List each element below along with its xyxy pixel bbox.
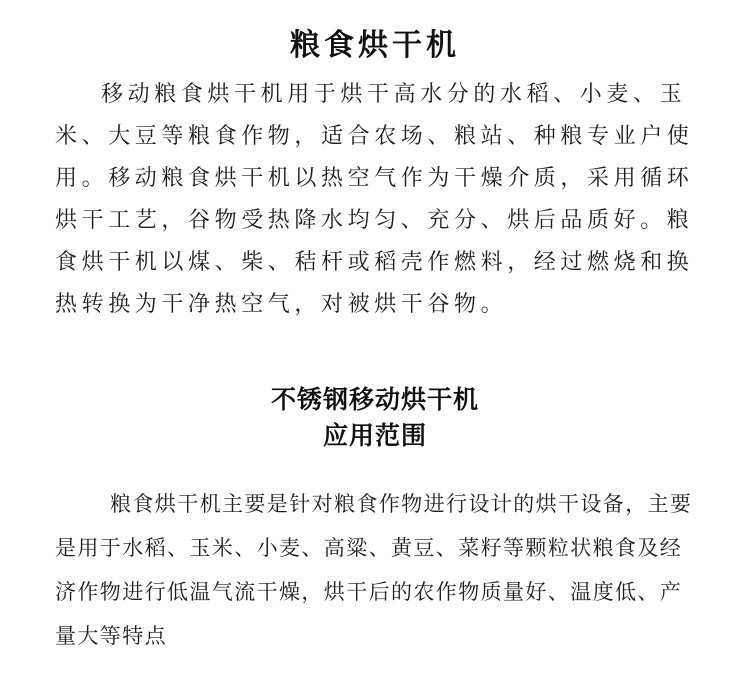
section-title-line1: 不锈钢移动烘干机: [270, 385, 479, 414]
section-title-line2: 应用范围: [322, 421, 427, 450]
section-paragraph: 粮食烘干机主要是针对粮食作物进行设计的烘干设备，主要是用于水稻、玉米、小麦、高粱、黄豆、菜籽等颗粒状粮食及经济作物进行低温气流干燥，烘干后的农作物质量好、温度低、产量大等特点: [55, 492, 693, 648]
intro-paragraph: 移动粮食烘干机用于烘干高水分的水稻、小麦、玉米、大豆等粮食作物，适合农场、粮站、种粮专业户使用。移动粮食烘干机以热空气作为干燥介质，采用循环烘干工艺，谷物受热降水均匀、充分、烘后品质好。粮食烘干机以煤、柴、秸杆或稻壳作燃料，经过燃烧和换热转换为干净热空气，对被烘干谷物。: [55, 82, 694, 317]
section-title: [0, 382, 750, 454]
page-title: 粮食烘干机: [290, 28, 460, 64]
